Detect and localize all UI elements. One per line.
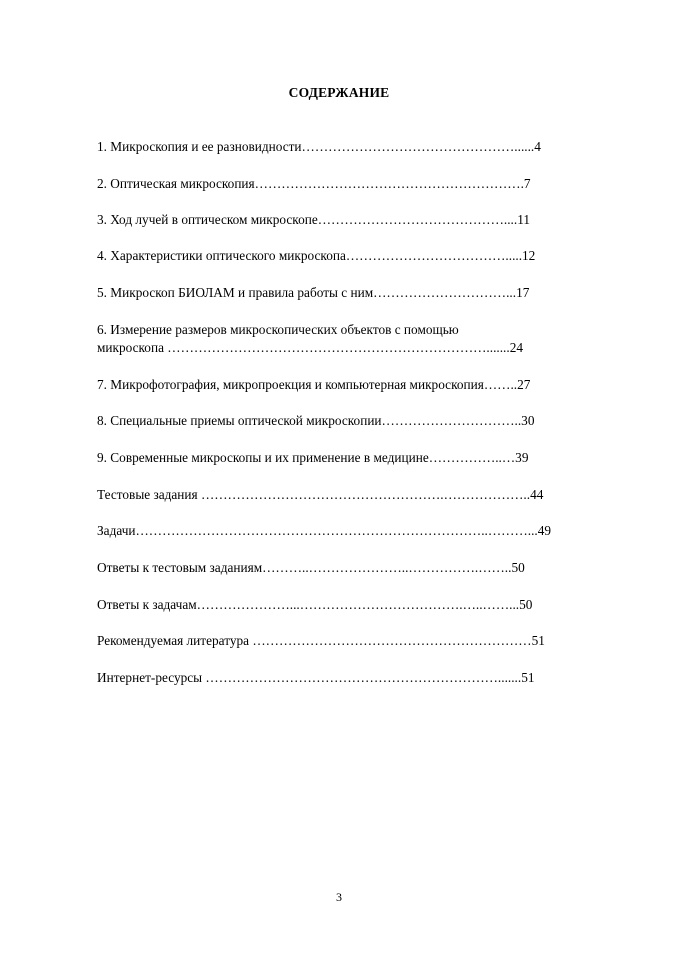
toc-entry-6-line2 <box>97 339 523 356</box>
toc-entry-1 <box>97 138 541 155</box>
toc-entry-9 <box>97 449 528 466</box>
toc-entry-5 <box>97 284 529 301</box>
toc-entry-text: Ответы к задачам…………………...……………………………….…..……...50 <box>97 597 533 612</box>
toc-entry-test-answers <box>97 559 525 576</box>
toc-entry-text: 4. Характеристики оптического микроскопа……………………………….....12 <box>97 248 536 263</box>
toc-entry-internet <box>97 669 535 686</box>
toc-entry-text: 9. Современные микроскопы и их применение в медицине……………..…39 <box>97 450 529 465</box>
toc-entry-problem-answers <box>97 596 532 613</box>
toc-entry-problems <box>97 522 551 539</box>
toc-entry-text: Тестовые задания ……………………………………………….………………..44 <box>97 487 544 502</box>
toc-entry-4 <box>97 247 535 264</box>
toc-entry-text: Рекомендуемая литература ………………………………………………………51 <box>97 633 545 648</box>
toc-entry-tests <box>97 486 543 503</box>
toc-entry-6-line1 <box>97 321 459 338</box>
toc-entry-text: Задачи……………………………………………………………………..………...49 <box>97 523 552 538</box>
toc-entry-2 <box>97 175 531 192</box>
toc-entry-text: Ответы к тестовым заданиям………..…………………..…………….……..50 <box>97 560 525 575</box>
page-number: 3 <box>336 890 342 904</box>
toc-entry-text: 1. Микроскопия и ее разновидности…………………………………………......4 <box>97 139 541 154</box>
toc-entry-text: 2. Оптическая микроскопия…………………………………………………….7 <box>97 176 531 191</box>
toc-title: СОДЕРЖАНИЕ <box>288 85 390 100</box>
toc-entry-literature <box>97 632 545 649</box>
toc-entry-text: 8. Специальные приемы оптической микроскопии…………………………..30 <box>97 413 535 428</box>
toc-entry-text: 7. Микрофотография, микропроекция и компьютерная микроскопия……..27 <box>97 377 531 392</box>
toc-entry-text: 3. Ход лучей в оптическом микроскопе……………………………………....11 <box>97 212 530 227</box>
toc-entry-text: 5. Микроскоп БИОЛАМ и правила работы с ним…………………………...17 <box>97 285 530 300</box>
toc-entry-text: 6. Измерение размеров микроскопических объектов с помощью <box>97 322 459 337</box>
toc-entry-text: Интернет-ресурсы ………………………………………………………….......51 <box>97 670 535 685</box>
toc-entry-7 <box>97 376 530 393</box>
toc-entry-8 <box>97 412 534 429</box>
toc-entry-3 <box>97 211 530 228</box>
toc-entry-text: микроскопа ……………………………………………………………….......24 <box>97 340 523 355</box>
